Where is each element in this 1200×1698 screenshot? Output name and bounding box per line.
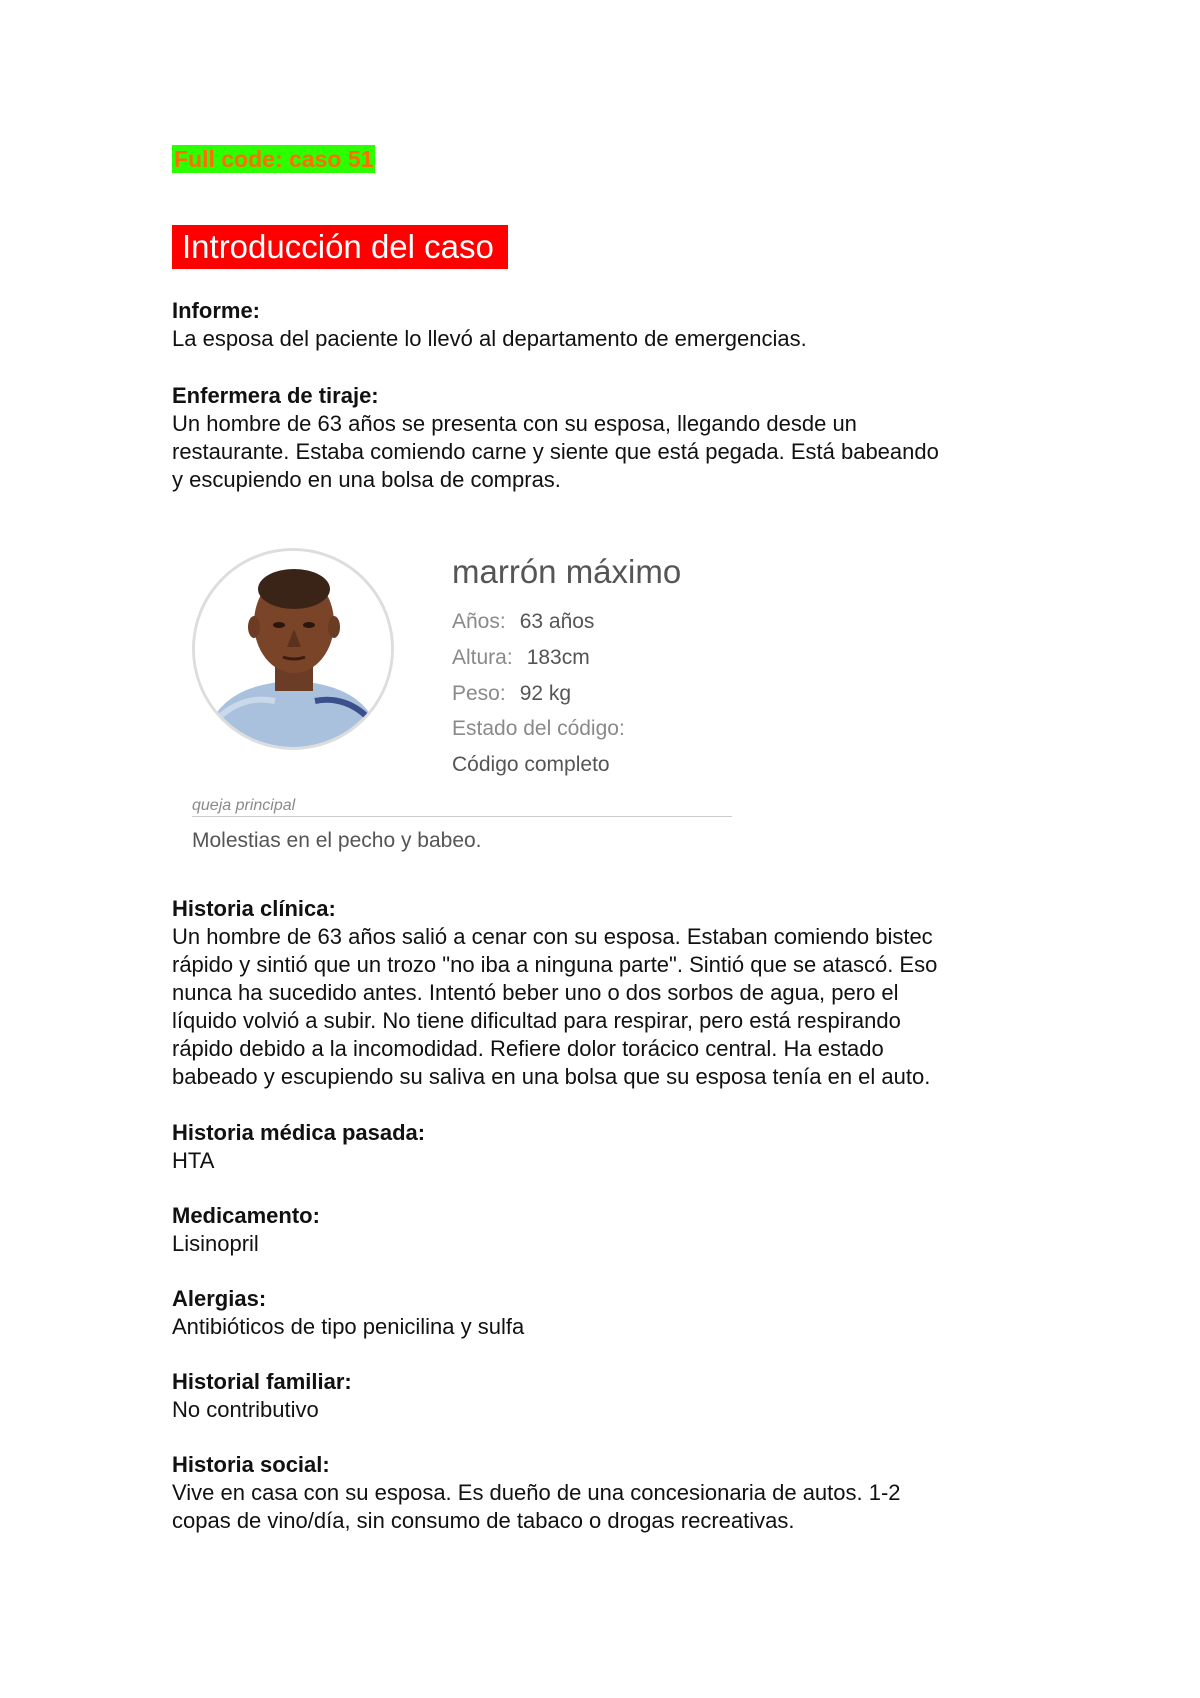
historia-clinica-section [172, 895, 1052, 1091]
patient-card [192, 545, 732, 855]
enfermera-line: Un hombre de 63 años se presenta con su esposa, llegando desde un [172, 411, 857, 436]
informe-section [172, 297, 1052, 353]
alergias-label: Alergias: [172, 1286, 267, 1311]
historia-medica-label: Historia médica pasada: [172, 1120, 426, 1145]
complaint-text: Molestias en el pecho y babeo. [192, 829, 482, 852]
historia-clinica-line: babeado y escupiendo su saliva en una bolsa que su esposa tenía en el auto. [172, 1064, 931, 1089]
historia-clinica-line: rápido debido a la incomodidad. Refiere dolor torácico central. Ha estado [172, 1036, 884, 1061]
weight-value: 92 kg [519, 682, 572, 705]
enfermera-line: y escupiendo en una bolsa de compras. [172, 467, 561, 492]
historia-clinica-line: nunca ha sucedido antes. Intentó beber uno o dos sorbos de agua, pero el [172, 980, 899, 1005]
case-tag: Full code: caso 51 [174, 146, 374, 172]
historia-social-label: Historia social: [172, 1452, 330, 1477]
enfermera-label: Enfermera de tiraje: [172, 383, 379, 408]
code-status-label: Estado del código: [452, 717, 625, 740]
medicamento-label: Medicamento: [172, 1203, 320, 1228]
historia-medica-text: HTA [172, 1148, 215, 1173]
historial-familiar-section [172, 1368, 1052, 1424]
historial-familiar-label: Historial familiar: [172, 1369, 352, 1394]
patient-name: marrón máximo [452, 553, 682, 590]
historia-social-line: Vive en casa con su esposa. Es dueño de una concesionaria de autos. 1-2 [172, 1480, 901, 1505]
historia-clinica-label: Historia clínica: [172, 896, 336, 921]
informe-text: La esposa del paciente lo llevó al departamento de emergencias. [172, 326, 807, 351]
complaint-label: queja principal [192, 797, 296, 814]
alergias-section [172, 1285, 1052, 1341]
height-label: Altura: [452, 646, 513, 669]
enfermera-section [172, 382, 1052, 494]
code-status-value: Código completo [452, 753, 610, 776]
medicamento-section [172, 1202, 1052, 1258]
medicamento-text: Lisinopril [172, 1231, 259, 1256]
historia-social-section [172, 1451, 1052, 1535]
historial-familiar-text: No contributivo [172, 1397, 319, 1422]
intro-heading: Introducción del caso [172, 225, 508, 269]
patient-age-row [452, 610, 594, 634]
patient-height-row [452, 646, 590, 670]
patient-portrait-icon [195, 551, 391, 747]
historia-clinica-line: rápido y sintió que un trozo "no iba a ninguna parte". Sintió que se atascó. Eso [172, 952, 938, 977]
height-value: 183cm [526, 646, 590, 669]
enfermera-line: restaurante. Estaba comiendo carne y siente que está pegada. Está babeando [172, 439, 939, 464]
age-value: 63 años [519, 610, 595, 633]
historia-clinica-line: líquido volvió a subir. No tiene dificultad para respirar, pero está respirando [172, 1008, 901, 1033]
weight-label: Peso: [452, 682, 506, 705]
historia-clinica-line: Un hombre de 63 años salió a cenar con su esposa. Estaban comiendo bistec [172, 924, 933, 949]
code-status-label-row [452, 717, 625, 741]
informe-label: Informe: [172, 298, 260, 323]
historia-social-line: copas de vino/día, sin consumo de tabaco o drogas recreativas. [172, 1508, 795, 1533]
age-label: Años: [452, 610, 506, 633]
patient-avatar [192, 548, 394, 750]
patient-weight-row [452, 682, 571, 706]
alergias-text: Antibióticos de tipo penicilina y sulfa [172, 1314, 525, 1339]
complaint-divider [192, 816, 732, 817]
historia-medica-section [172, 1119, 1052, 1175]
